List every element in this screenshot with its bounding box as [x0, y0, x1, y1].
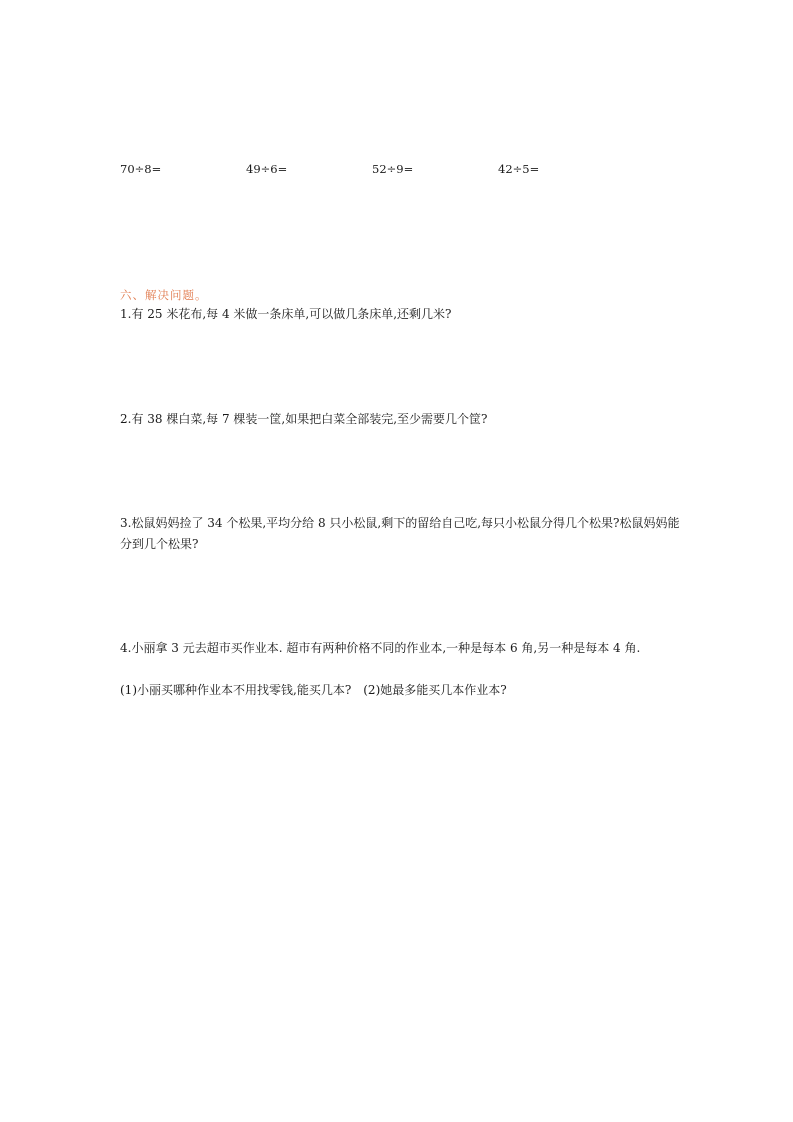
word-problem-1: 1.有 25 米花布,每 4 米做一条床单,可以做几条床单,还剩几米?	[120, 307, 452, 321]
division-exercise: 70÷8=	[120, 162, 162, 176]
division-exercise: 49÷6=	[246, 162, 288, 176]
sub-question-2: (2)她最多能买几本作业本?	[363, 683, 507, 697]
word-problem-3: 3.松鼠妈妈捡了 34 个松果,平均分给 8 只小松鼠,剩下的留给自己吃,每只小松鼠分得几个松果?松鼠妈妈能分到几个松果?	[120, 516, 680, 551]
division-exercise: 52÷9=	[372, 162, 414, 176]
sub-question-1: (1)小丽买哪种作业本不用找零钱,能买几本?	[120, 683, 352, 697]
division-exercise-row	[120, 162, 680, 182]
word-problem-4-sub-questions	[120, 680, 680, 701]
division-exercise: 42÷5=	[498, 162, 540, 176]
word-problem-2: 2.有 38 棵白菜,每 7 棵装一筐,如果把白菜全部装完,至少需要几个筐?	[120, 412, 488, 426]
word-problem-4: 4.小丽拿 3 元去超市买作业本. 超市有两种价格不同的作业本,一种是每本 6 角,另一种是每本 4 角.	[120, 641, 641, 655]
section-title: 六、解决问题。	[120, 288, 208, 302]
